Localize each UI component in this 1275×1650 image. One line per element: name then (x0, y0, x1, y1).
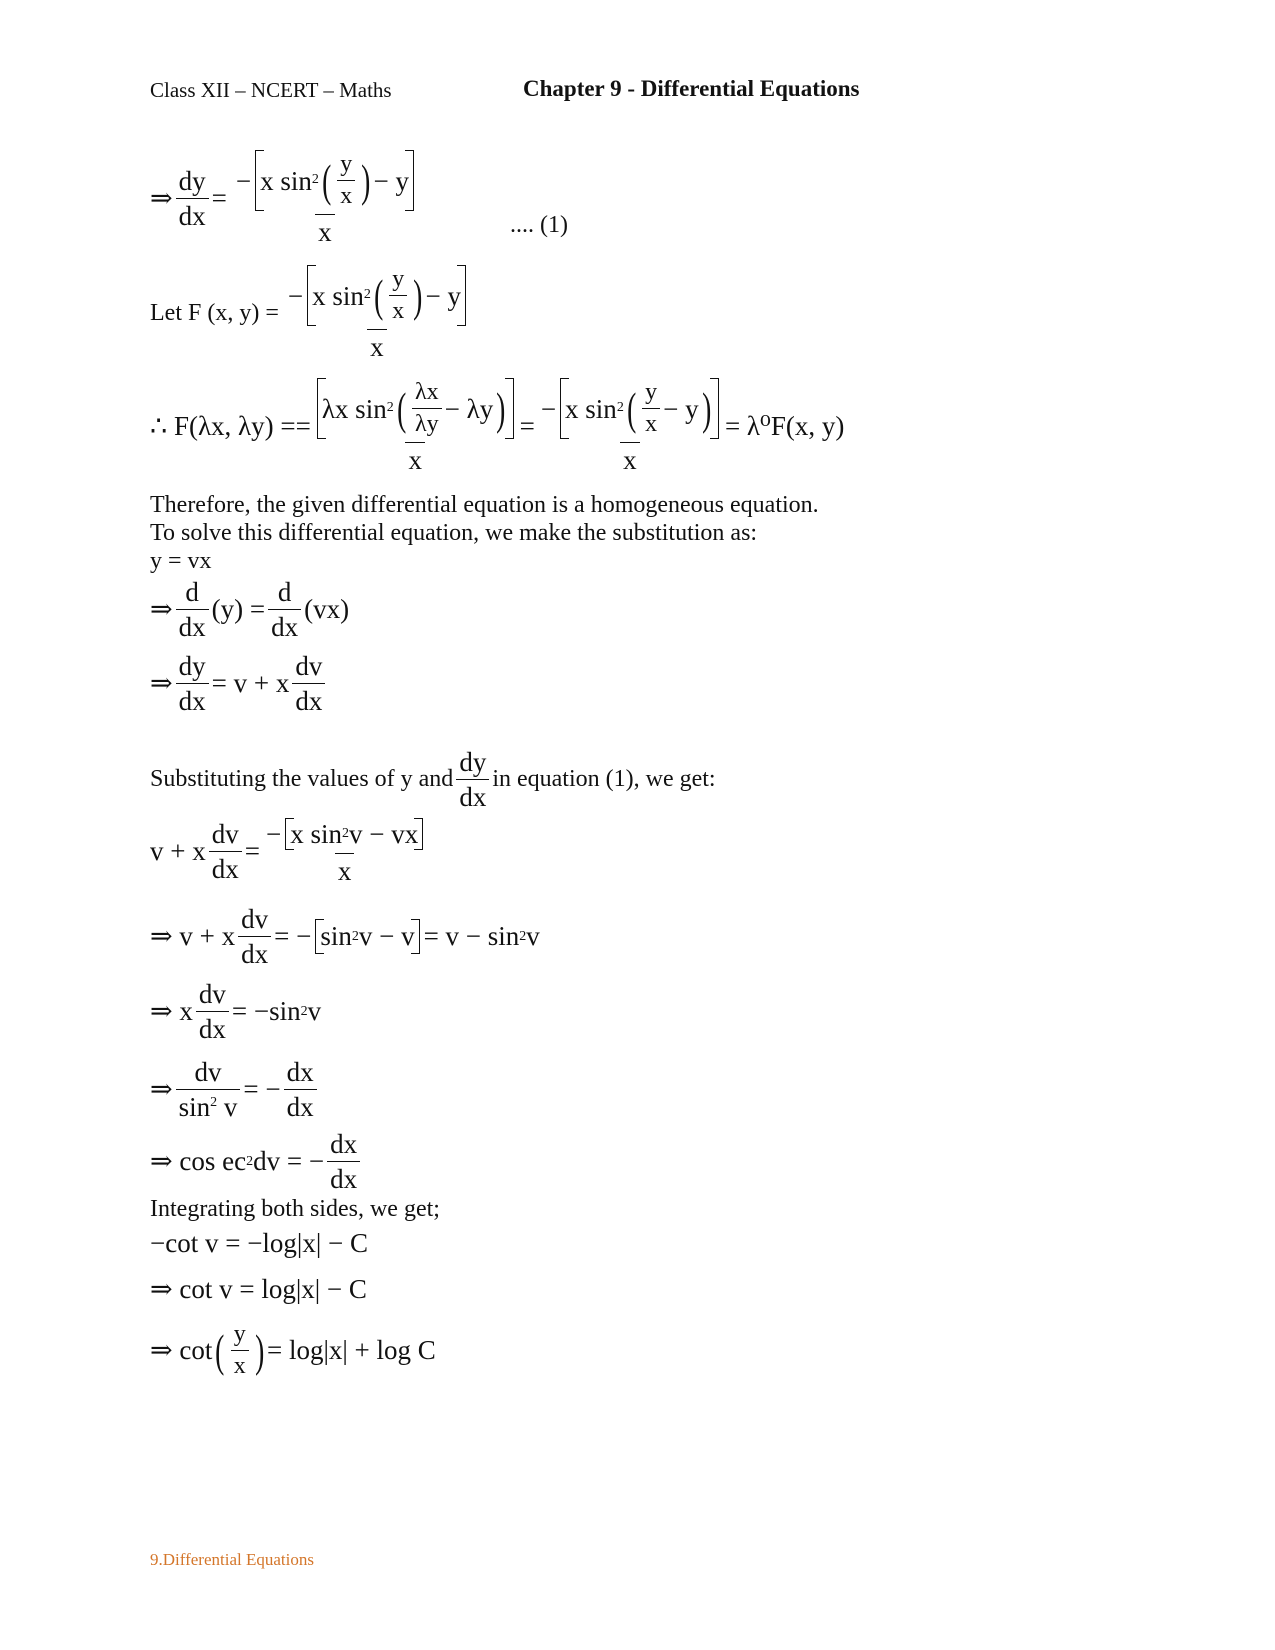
text-homogeneous: Therefore, the given differential equation is a homogeneous equation. (150, 492, 819, 518)
equation-let-f: Let F (x, y) = − x sin 2 ( y x ) − y x (150, 265, 472, 362)
text-substitution: To solve this differential equation, we make the substitution as: (150, 520, 758, 546)
equation-step-6: −cot v = −log|x| − C (150, 1228, 368, 1258)
equation-step-5: ⇒ cos ec 2 dv = − dx dx (150, 1130, 363, 1194)
text-substituting: Substituting the values of y and dy dx in equation (1), we get: (150, 747, 716, 813)
equation-step-4: ⇒ dv $\sin^2 v$ = − dx dx (150, 1058, 320, 1122)
equation-d-dx: ⇒ d dx (y) = d dx (vx) (150, 577, 350, 643)
header-class-label: Class XII – NCERT – Maths (150, 78, 392, 102)
header-chapter-title: Chapter 9 - Differential Equations (523, 76, 860, 101)
equation-step-2: ⇒ v + x dv dx = − sin 2 v − v = v − sin 2 v (150, 904, 540, 970)
text-y-vx: y = vx (150, 548, 212, 574)
equation-v-x: v + x dv dx = − x sin 2 v − vx x (150, 818, 429, 886)
equation-1: ⇒ $\frac{dy}{dx}$ = − x sin 2 ( y x ) − y x (150, 150, 420, 247)
equation-step-7: ⇒ cot v = log|x| − C (150, 1274, 367, 1304)
equation-step-3: ⇒ x dv dx = −sin 2 v (150, 979, 322, 1045)
equation-f-lambda: ∴ F(λx, λy) = = λx sin 2 ( λx λy − λy ) x = − x sin 2 ( y x − y ) x = λ⁰F(x, y) (150, 379, 845, 476)
text-integrating: Integrating both sides, we get; (150, 1196, 440, 1222)
equation-dy-dx: ⇒ dy dx = v + x dv dx (150, 652, 328, 716)
equation-tag: .... (1) (510, 212, 568, 238)
footer-label: 9.Differential Equations (150, 1550, 314, 1569)
equation-step-8: ⇒ cot ( y x ) = log|x| + log C (150, 1321, 436, 1380)
